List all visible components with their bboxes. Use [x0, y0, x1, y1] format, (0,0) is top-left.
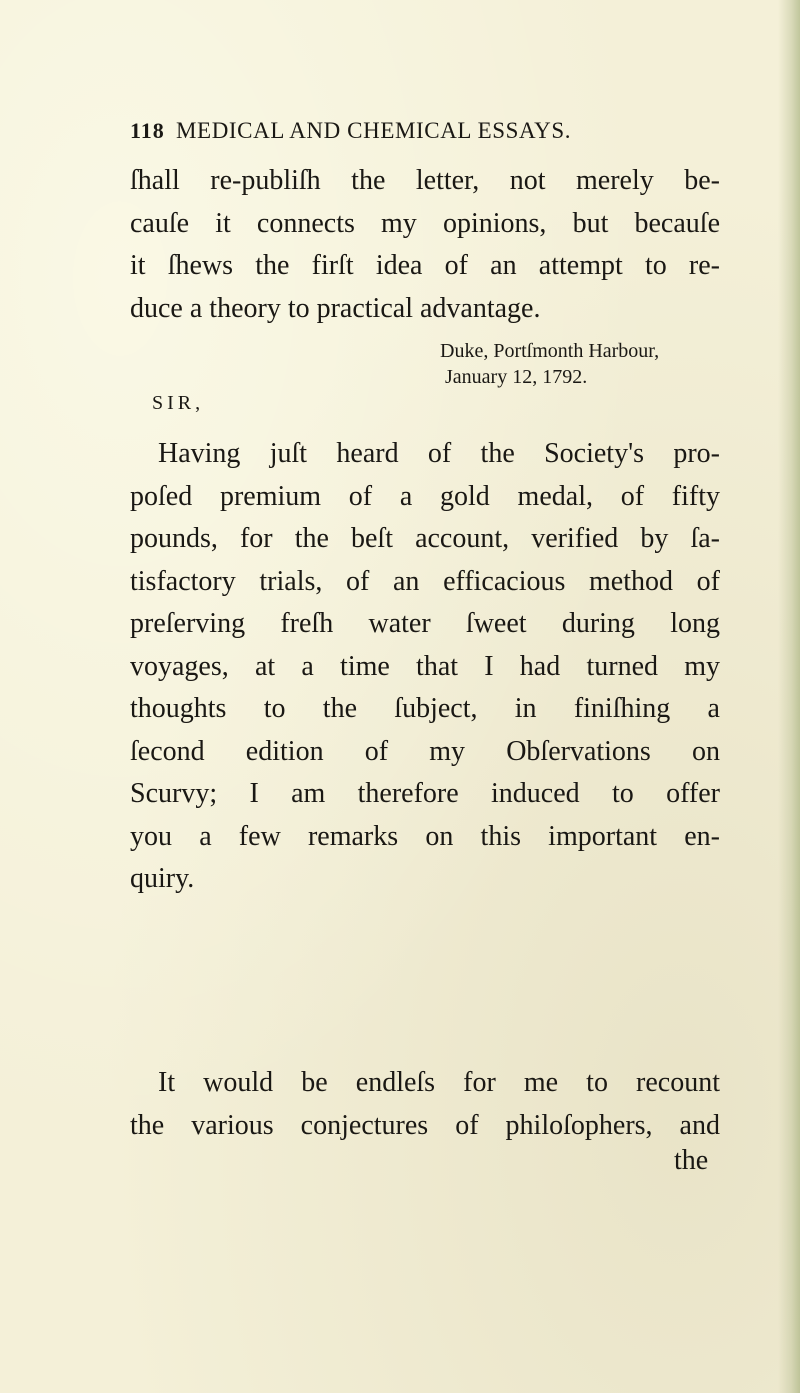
letter-body — [130, 433, 720, 901]
text-line: preſerving freſh water ſweet during long — [130, 608, 720, 639]
running-head-title: MEDICAL AND CHEMICAL ESSAYS. — [176, 118, 572, 143]
text-line: quiry. — [130, 863, 195, 894]
page-number: 118 — [130, 118, 165, 143]
text-line: the various conjectures of philoſophers, and — [130, 1109, 720, 1141]
text-line: Scurvy; I am therefore induced to offer — [130, 778, 720, 809]
text-line: ſhall re-publiſh the letter, not merely be- — [130, 165, 720, 196]
text-line: it ſhews the firſt idea of an attempt to re- — [130, 250, 720, 281]
text-line: tisfactory trials, of an efficacious method of — [130, 565, 720, 597]
intro-paragraph — [130, 160, 720, 330]
text-line: ſecond edition of my Obſervations on — [130, 735, 720, 767]
letter-dateline — [440, 338, 659, 390]
text-line: cauſe it connects my opinions, but becauſe — [130, 207, 720, 239]
running-head — [130, 118, 690, 150]
catchword: the — [674, 1145, 709, 1176]
text-line: you a few remarks on this important en- — [130, 820, 720, 852]
text-line: thoughts to the ſubject, in finiſhing a — [130, 693, 720, 724]
text-line: Having juſt heard of the Society's pro- — [158, 438, 720, 469]
text-line: voyages, at a time that I had turned my — [130, 650, 720, 682]
page-edge-shading — [778, 0, 800, 1393]
dateline-date: January 12, 1792. — [445, 366, 588, 388]
text-line: duce a theory to practical advantage. — [130, 292, 541, 324]
text-line: pounds, for the beſt account, verified by ſa- — [130, 523, 720, 554]
dateline-place: Duke, Portſmonth Harbour, — [440, 340, 660, 362]
text-line: It would be endleſs for me to recount — [158, 1067, 720, 1098]
text-line: poſed premium of a gold medal, of fifty — [130, 480, 720, 512]
second-paragraph — [130, 1062, 720, 1147]
letter-salutation: SIR, — [152, 392, 205, 414]
